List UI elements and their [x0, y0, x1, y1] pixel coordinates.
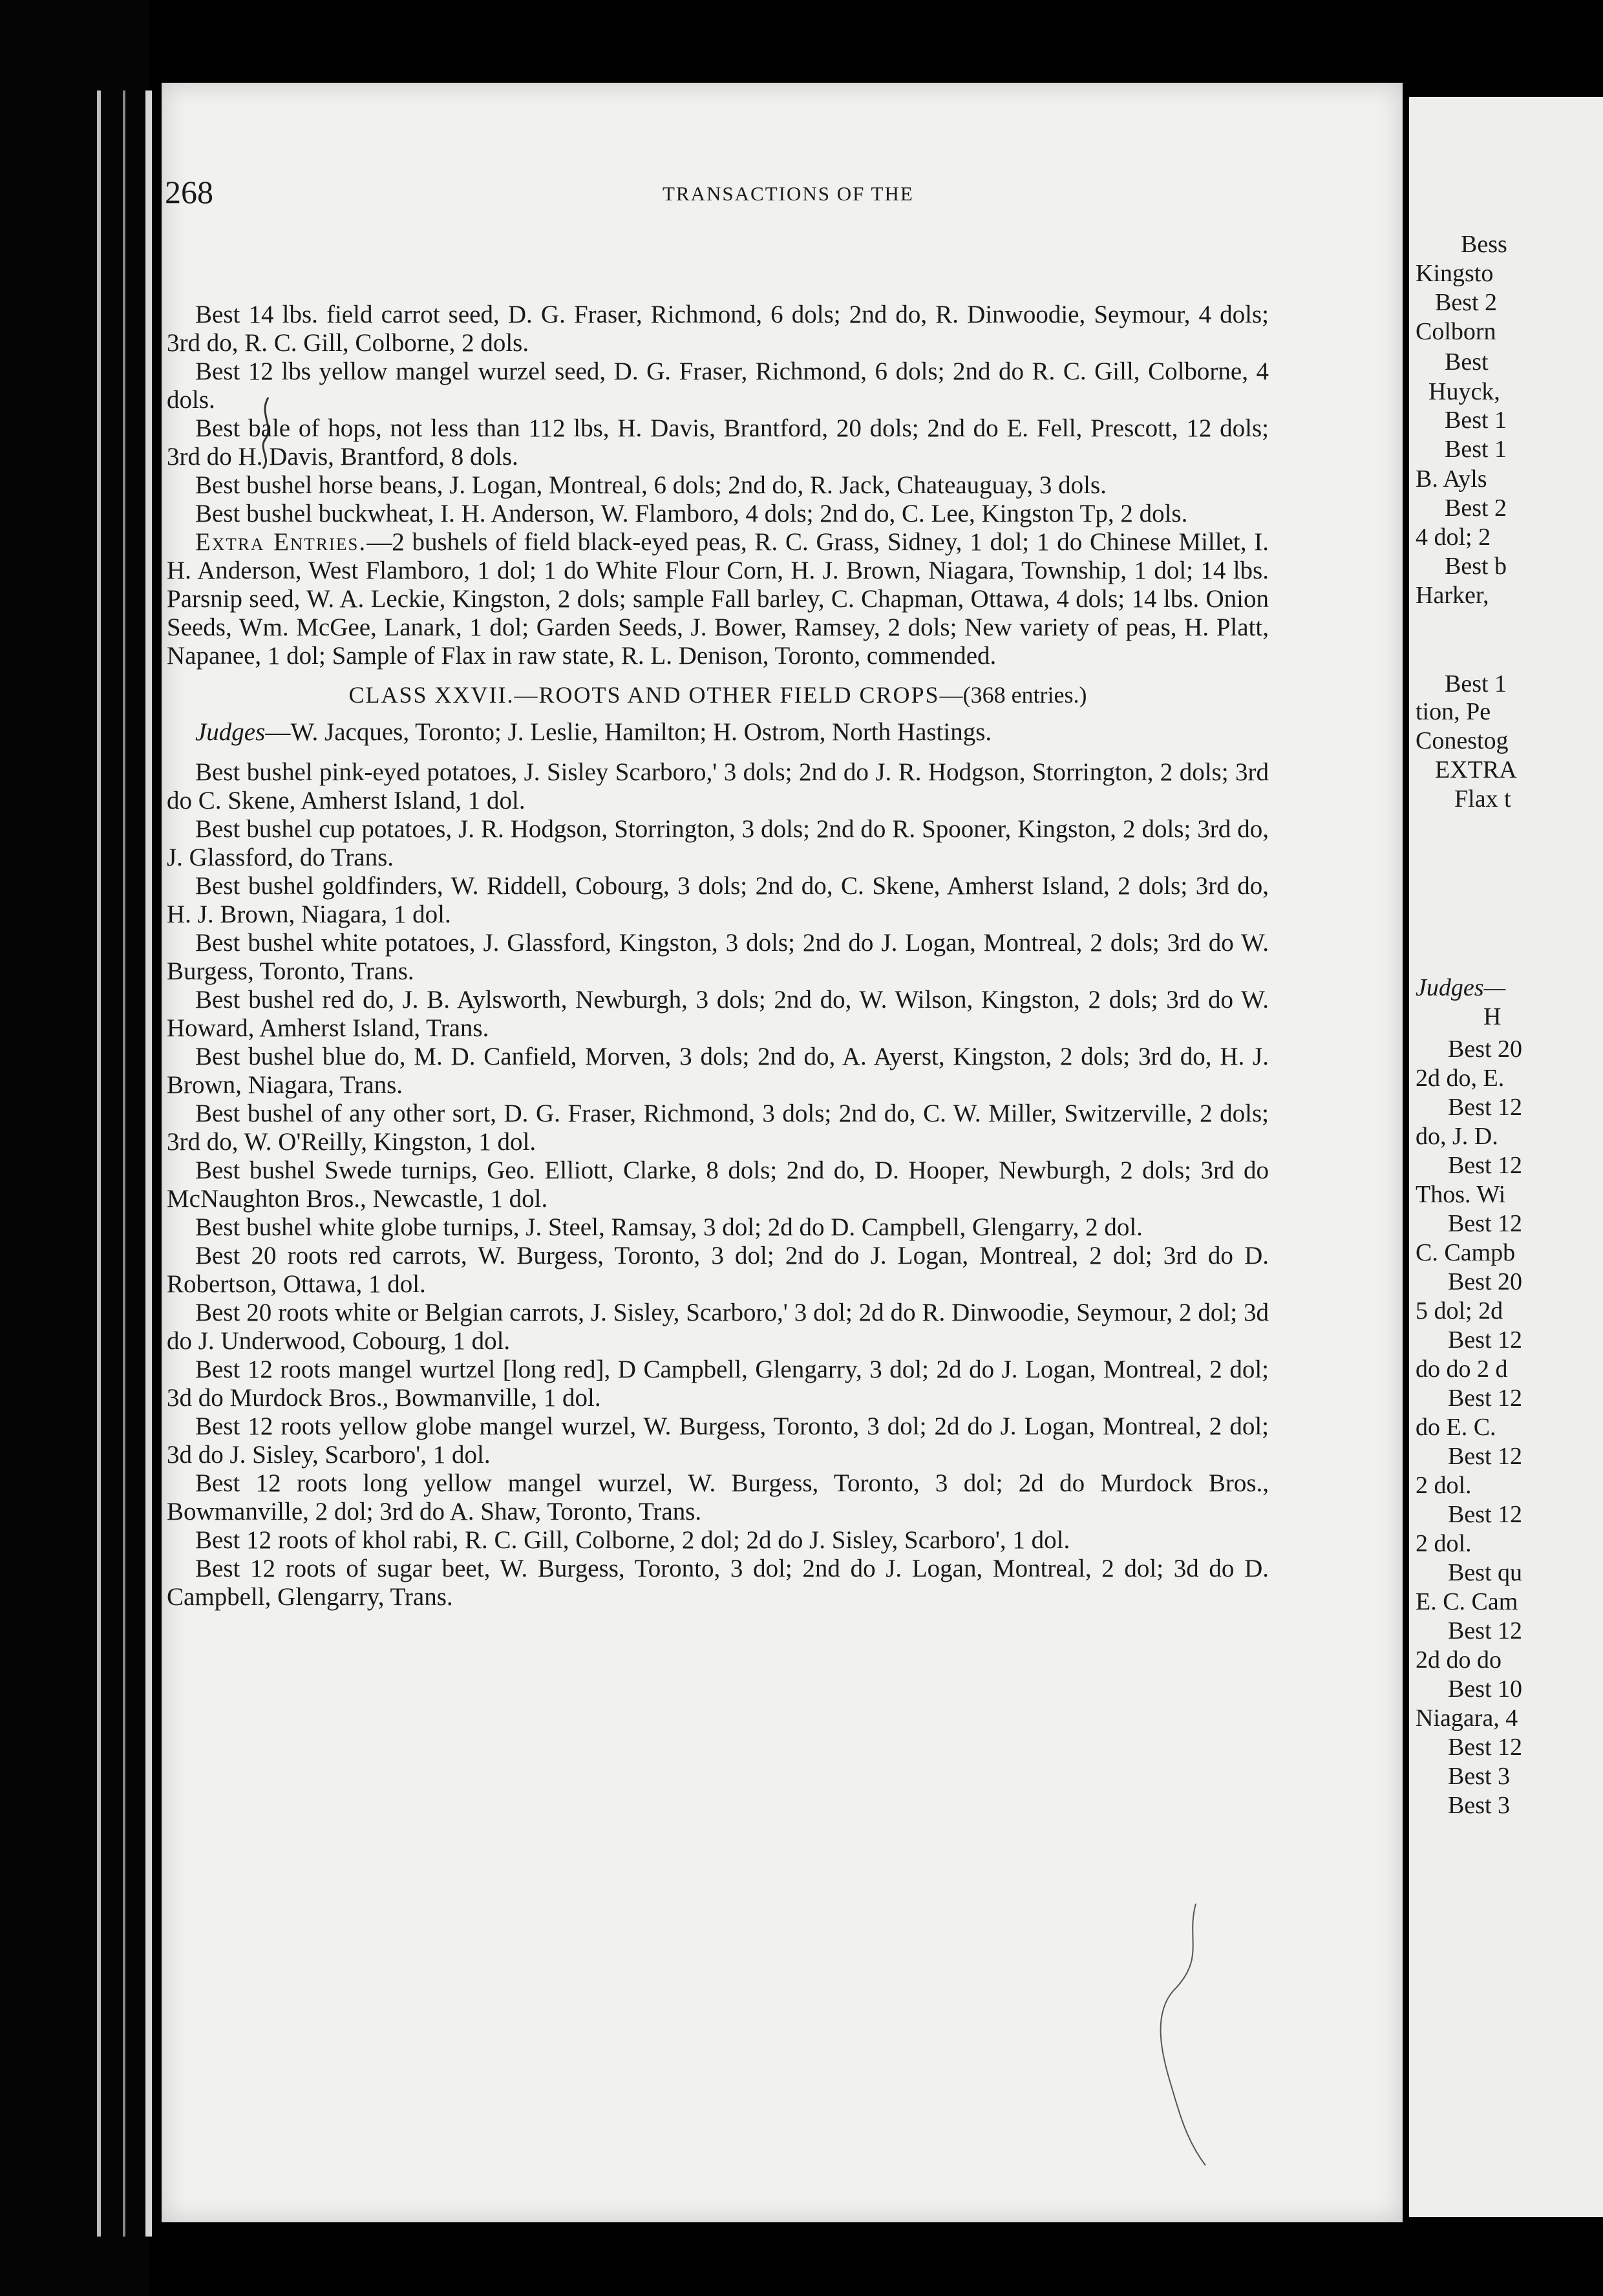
right-page-fragment: Best 1: [1445, 670, 1507, 697]
page-number: 268: [165, 174, 213, 210]
entry-paragraph: Best bushel of any other sort, D. G. Fraser, Richmond, 3 dols; 2nd do, C. W. Miller, Switzerville, 2 dols; 3rd do, W. O'Reilly, Kingston, 1 dol.: [167, 1100, 1269, 1156]
entry-paragraph: Best bushel goldfinders, W. Riddell, Cobourg, 3 dols; 2nd do, C. Skene, Amherst Island, 2 dols; 3rd do, H. J. Brown, Niagara, 1 dol.: [167, 872, 1269, 928]
entry-paragraph: Best 12 roots mangel wurtzel [long red], D Campbell, Glengarry, 3 dol; 2d do J. Logan, Montreal, 2 dol; 3d do Murdock Bros., Bowmanville, 1 dol.: [167, 1355, 1269, 1412]
entry-paragraph: Best bushel white potatoes, J. Glassford, Kingston, 3 dols; 2nd do J. Logan, Montreal, 2 dols; 3rd do W. Burgess, Toronto, Trans.: [167, 929, 1269, 985]
entry-paragraph: Best 20 roots red carrots, W. Burgess, Toronto, 3 dol; 2nd do J. Logan, Montreal, 2 dol; 3rd do D. Robertson, Ottawa, 1 dol.: [167, 1242, 1269, 1298]
entry-paragraph: Best bushel blue do, M. D. Canfield, Morven, 3 dols; 2nd do, A. Ayerst, Kingston, 2 dols; 3rd do, H. J. Brown, Niagara, Trans.: [167, 1043, 1269, 1099]
right-page-fragment: Best b: [1445, 553, 1507, 580]
right-page-fragment: Huyck,: [1428, 378, 1500, 405]
right-page-fragment: do, J. D.: [1416, 1123, 1498, 1150]
right-page-fragment: Best 12: [1448, 1152, 1523, 1179]
gutter-line: [123, 90, 125, 2237]
entry-paragraph: Best bushel white globe turnips, J. Steel, Ramsay, 3 dol; 2d do D. Campbell, Glengarry, 2 dol.: [195, 1213, 1143, 1241]
gutter-line: [97, 90, 101, 2237]
entry-paragraph: Best bushel buckwheat, I. H. Anderson, W. Flamboro, 4 dols; 2nd do, C. Lee, Kingston Tp, 2 dols.: [195, 500, 1188, 527]
right-page-fragment: E. C. Cam: [1416, 1588, 1518, 1615]
right-page-fragment: Best 12: [1448, 1501, 1523, 1528]
entry-paragraph: Best 20 roots white or Belgian carrots, J. Sisley, Scarboro,' 3 dol; 2d do R. Dinwoodie, Seymour, 2 dol; 3d do J. Underwood, Cobourg, 1 dol.: [167, 1299, 1269, 1355]
right-page-fragment: Best 12: [1448, 1326, 1523, 1354]
entry-paragraph: Best bushel horse beans, J. Logan, Montreal, 6 dols; 2nd do, R. Jack, Chateauguay, 3 dols.: [195, 471, 1107, 499]
right-page-fragment: Kingsto: [1416, 260, 1494, 287]
right-page-fragment: Best: [1445, 348, 1489, 376]
right-page-fragment: Thos. Wi: [1416, 1181, 1506, 1208]
entry-paragraph: Best bushel pink-eyed potatoes, J. Sisley Scarboro,' 3 dols; 2nd do J. R. Hodgson, Storrington, 2 dols; 3rd do C. Skene, Amherst Island, 1 dol.: [167, 758, 1269, 814]
right-page-fragment: Flax t: [1454, 785, 1511, 813]
right-page-fragment: Best 3: [1448, 1763, 1511, 1790]
right-page-fragment: tion, Pe: [1416, 698, 1491, 725]
judges-line: [195, 718, 1269, 747]
page-body: [167, 301, 1269, 1611]
right-page-fragment: Best 12: [1448, 1734, 1523, 1761]
class-title: CLASS XXVII.—ROOTS AND OTHER FIELD CROPS: [348, 682, 940, 708]
entry-paragraph: Best bushel red do, J. B. Aylsworth, Newburgh, 3 dols; 2nd do, W. Wilson, Kingston, 2 dols; 3rd do W. Howard, Amherst Island, Trans.: [167, 986, 1269, 1042]
extra-entries-text: —2 bushels of field black-eyed peas, R. C. Grass, Sidney, 1 dol; 1 do Chinese Millet, I. H. Anderson, West Flamboro, 1 dol; 1 do White Flour Corn, H. J. Brown, Niagara, Township, 1 dol; 14 lbs. Parsnip seed, W. A. Leckie, Kingston, 2 dols; sample Fall barley, C. Chapman, Ottawa, 4 dols; 14 lbs. Onion Seeds, Wm. McGee, Lanark, 1 dol; Garden Seeds, J. Bower, Ramsey, 2 dols; New variety of peas, H. Platt, Napanee, 1 dol; Sample of Flax in raw state, R. L. Denison, Toronto, commended.: [167, 528, 1269, 670]
right-page-fragment: Niagara, 4: [1416, 1705, 1518, 1732]
right-page-fragment: Best 12: [1448, 1443, 1523, 1470]
right-page-fragment: Best qu: [1448, 1559, 1523, 1586]
right-page-fragment: Best 10: [1448, 1675, 1523, 1703]
right-page-fragment: Bess: [1461, 231, 1507, 258]
entry-paragraph: Best 12 roots yellow globe mangel wurzel, W. Burgess, Toronto, 3 dol; 2d do J. Logan, Montreal, 2 dol; 3d do J. Sisley, Scarboro', 1 dol.: [167, 1412, 1269, 1469]
class-heading: [167, 681, 1269, 709]
extra-entries-label: Extra Entries.: [195, 528, 367, 556]
right-page-fragment: Best 12: [1448, 1385, 1523, 1412]
right-page-fragment: Best 1: [1445, 407, 1507, 434]
gutter-line: [145, 90, 152, 2237]
right-page-fragment: Best 2: [1435, 289, 1498, 316]
right-page-fragment: B. Ayls: [1416, 465, 1487, 493]
running-head: TRANSACTIONS OF THE: [663, 182, 914, 205]
right-page-fragment: 2 dol.: [1416, 1530, 1472, 1557]
right-page-fragment: 5 dol; 2d: [1416, 1297, 1503, 1324]
right-page-fragment: Best 2: [1445, 494, 1507, 522]
judges-text: —W. Jacques, Toronto; J. Leslie, Hamilton; H. Ostrom, North Hastings.: [265, 718, 992, 746]
right-page-fragment: Best 12: [1448, 1617, 1523, 1644]
right-page-fragment: Best 3: [1448, 1792, 1511, 1819]
entry-paragraph: Best 12 roots long yellow mangel wurzel, W. Burgess, Toronto, 3 dol; 2d do Murdock Bros., Bowmanville, 2 dol; 3rd do A. Shaw, Toronto, Trans.: [167, 1469, 1269, 1525]
right-page-edge: [1409, 97, 1603, 2217]
right-page-fragment: 2d do do: [1416, 1646, 1502, 1674]
judges-label: Judges: [195, 718, 266, 746]
right-page-fragment: Colborn: [1416, 318, 1496, 345]
right-page-fragment: Conestog: [1416, 727, 1509, 754]
pencil-mark: [1134, 1900, 1225, 2172]
class-entries-count: —(368 entries.): [939, 682, 1087, 708]
right-page-fragment: Best 1: [1445, 436, 1507, 463]
entry-paragraph: Best bushel cup potatoes, J. R. Hodgson, Storrington, 3 dols; 2nd do R. Spooner, Kingston, 2 dols; 3rd do, J. Glassford, do Trans.: [167, 815, 1269, 871]
entry-paragraph: Best 12 roots of khol rabi, R. C. Gill, Colborne, 2 dol; 2d do J. Sisley, Scarboro', 1 dol.: [195, 1526, 1070, 1554]
right-page-fragment: Best 12: [1448, 1094, 1523, 1121]
page-header: [165, 173, 1264, 225]
entry-paragraph: Best bushel Swede turnips, Geo. Elliott, Clarke, 8 dols; 2nd do, D. Hooper, Newburgh, 2 dols; 3rd do McNaughton Bros., Newcastle, 1 dol.: [167, 1156, 1269, 1213]
right-page-fragment: Harker,: [1416, 582, 1489, 609]
entry-paragraph: Best 14 lbs. field carrot seed, D. G. Fraser, Richmond, 6 dols; 2nd do, R. Dinwoodie, Seymour, 4 dols; 3rd do, R. C. Gill, Colborne, 2 dols.: [167, 301, 1269, 357]
entry-paragraph: Best 12 roots of sugar beet, W. Burgess, Toronto, 3 dol; 2nd do J. Logan, Montreal, 2 dol; 3d do D. Campbell, Glengarry, Trans.: [167, 1555, 1269, 1611]
right-page-fragment: EXTRA: [1435, 756, 1517, 783]
entry-paragraph: Best bale of hops, not less than 112 lbs, H. Davis, Brantford, 20 dols; 2nd do E. Fell, Prescott, 12 dols; 3rd do H. Davis, Brantford, 8 dols.: [167, 414, 1269, 471]
right-page-fragment: do E. C.: [1416, 1414, 1496, 1441]
book-binding-shadow: [0, 0, 149, 2296]
right-page-fragment: Best 20: [1448, 1268, 1523, 1295]
right-page-fragment: H: [1483, 1003, 1502, 1030]
right-page-fragment: Best 20: [1448, 1036, 1523, 1063]
right-page-fragment: 2d do, E.: [1416, 1065, 1505, 1092]
right-page-fragment: C. Campb: [1416, 1239, 1516, 1266]
right-page-fragment: Best 12: [1448, 1210, 1523, 1237]
right-page-fragment: Judges—: [1416, 974, 1506, 1001]
right-page-fragment: do do 2 d: [1416, 1355, 1508, 1383]
right-page-fragment: 4 dol; 2: [1416, 524, 1491, 551]
extra-entries-paragraph: [167, 528, 1269, 670]
right-page-fragment: 2 dol.: [1416, 1472, 1472, 1499]
entry-paragraph: Best 12 lbs yellow mangel wurzel seed, D. G. Fraser, Richmond, 6 dols; 2nd do R. C. Gill, Colborne, 4 dols.: [167, 357, 1269, 414]
